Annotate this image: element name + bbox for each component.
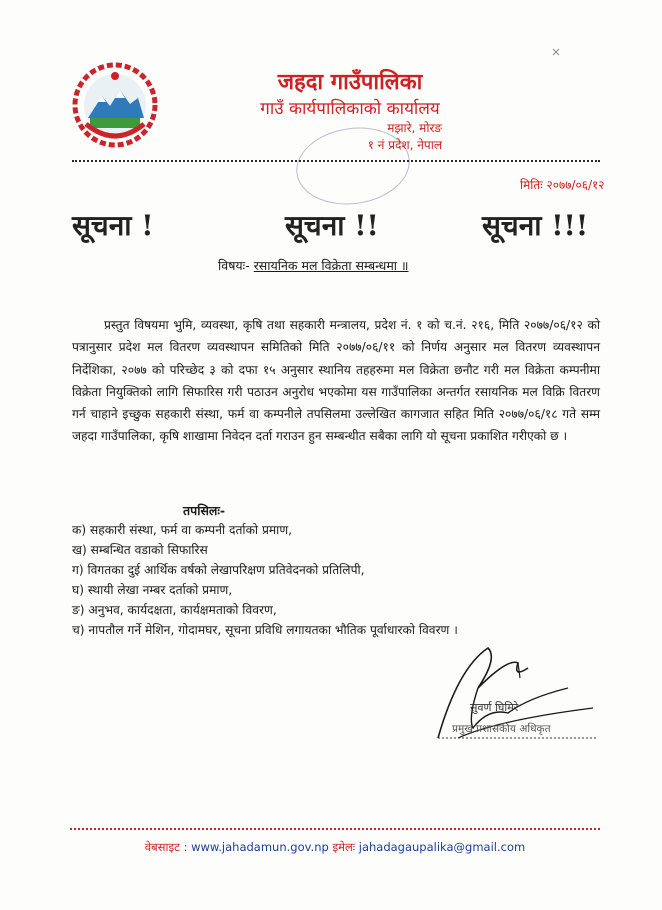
subject-label: विषयः- <box>218 258 250 273</box>
signature-icon <box>418 628 608 758</box>
footer-divider <box>70 828 600 830</box>
annex-item: ङ) अनुभव, कार्यदक्षता, कार्यक्षमताको विवरण, <box>72 603 277 617</box>
notice-body: प्रस्तुत विषयमा भुमि, व्यवस्था, कृषि तथा सहकारी मन्त्रालय, प्रदेश नं. १ को च.नं. २१६, मिति २०७७/०६/१२ को पत्रानुसार प्रदेश मल वितरण व्यवस्थापन समितिको मिति २०७७/०६/११ को निर्णय अनुसार मल वितरण व्यवस्थापन निर्देशिका, २०७७ को परिच्छेद ३ को दफा १५ अनुसार स्थानिय तहहरुमा मल विक्रेता छनौट गरी मल विक्रेता कम्पनीमा विक्रेता नियुक्तिको लागि सिफारिस गरी पठाउन अनुरोध भएकोमा यस गाउँपालिका अन्तर्गत रसायनिक मल विक्रि वितरण गर्न चाहाने इच्छुक सहकारी संस्था, फर्म वा कम्पनीले तपसिलमा उल्लेखित कागजात सहित मिति २०७७/०६/१८ गते सम्म जहदा गाउँपालिका, कृषि शाखामा निवेदन दर्ता गराउन हुन सम्बन्धीत सबैका लागि यो सूचना प्रकाशित गरीएको छ । <box>72 318 600 444</box>
website-label: वेबसाइट : <box>144 840 188 854</box>
annex-list <box>72 520 592 640</box>
municipality-name: जहदा गाउँपालिका <box>277 70 423 95</box>
office-name: गाउँ कार्यपालिकाको कार्यालय <box>260 99 440 119</box>
notice-heading-1: सूचना ! <box>72 209 154 242</box>
scan-mark-icon <box>552 48 560 56</box>
annex-item: क) सहकारी संस्था, फर्म वा कम्पनी दर्ताको प्रमाण, <box>72 523 293 537</box>
email-label: इमेलः <box>332 840 356 854</box>
notice-heading-2: सूचना !! <box>285 209 379 242</box>
annex-item: ग) विगतका दुई आर्थिक वर्षको लेखापरिक्षण प्रतिवेदनको प्रतिलिपी, <box>72 563 365 577</box>
header-divider <box>72 160 600 162</box>
address-line-1: मझारे, मोरङ <box>387 121 442 135</box>
annex-title: तपसिलः- <box>183 503 226 518</box>
signatory-title: प्रमुख प्रशासकीय अधिकृत <box>452 723 551 735</box>
notice-date: मितिः २०७७/०६/१२ <box>520 178 605 192</box>
footer <box>70 840 600 855</box>
notice-heading-3: सूचना !!! <box>482 209 589 242</box>
email-link[interactable]: jahadagaupalika@gmail.com <box>358 840 526 854</box>
subject-value: रसायनिक मल विक्रेता सम्बन्धमा ॥ <box>253 258 409 273</box>
nepal-emblem-icon <box>72 62 158 148</box>
website-link[interactable]: www.jahadamun.gov.np <box>191 840 329 854</box>
signatory-name: सुवर्ण घिमिरे <box>470 701 519 714</box>
annex-item: ख) सम्बन्धित वडाको सिफारिस <box>72 543 208 557</box>
annex-item: च) नापतौल गर्ने मेशिन, गोदामघर, सूचना प्रविधि लगायतका भौतिक पूर्वाधारको विवरण । <box>72 623 458 637</box>
annex-item: घ) स्थायी लेखा नम्बर दर्ताको प्रमाण, <box>72 583 233 597</box>
subject-line <box>218 257 409 274</box>
address-line-2: १ नं प्रदेश, नेपाल <box>367 138 442 152</box>
